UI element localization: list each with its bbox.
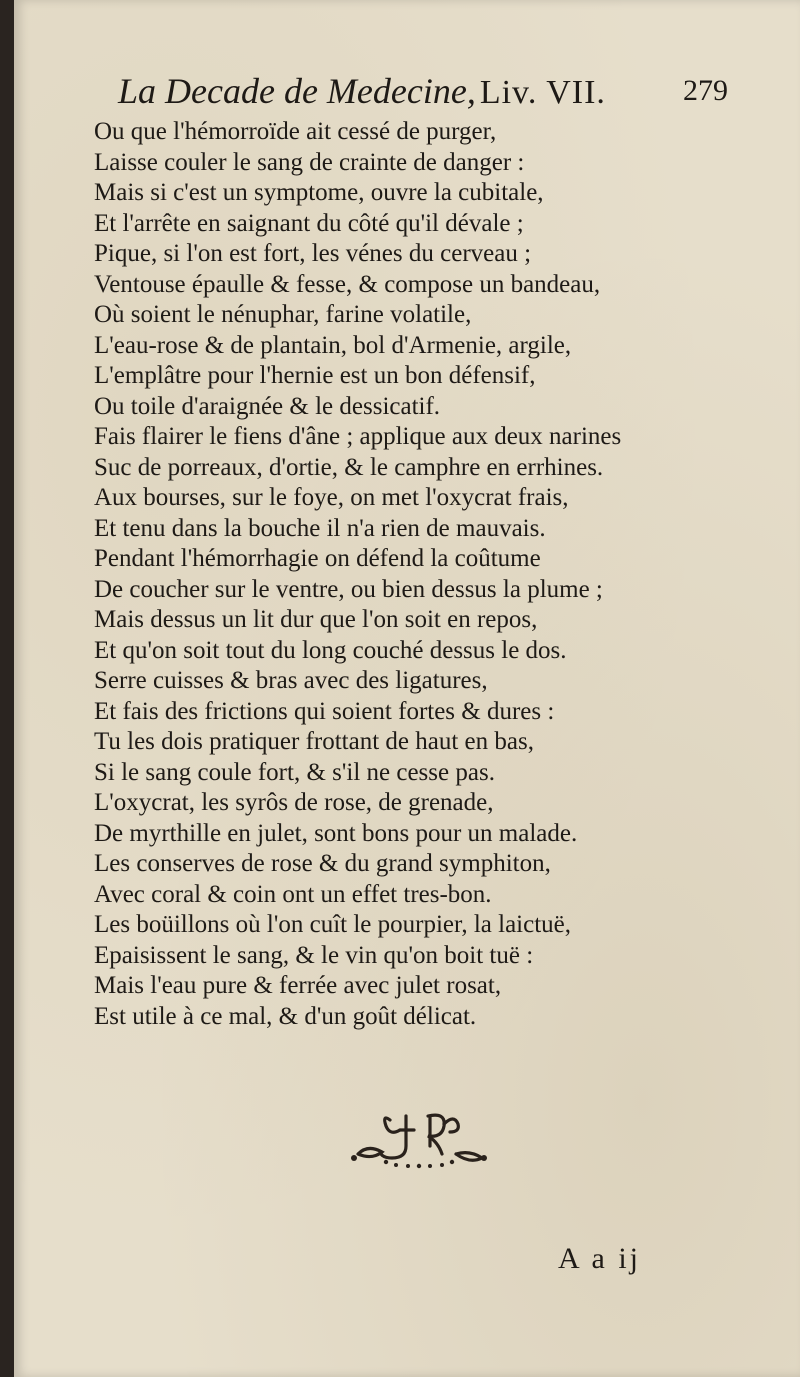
verse-line: Mais si c'est un symptome, ouvre la cubitale, [94, 179, 544, 206]
verse-line: Suc de porreaux, d'ortie, & le camphre en errhines. [94, 453, 604, 481]
verse-line: Pendant l'hémorrhagie on défend la coûtume [94, 545, 541, 572]
verse-text [94, 117, 744, 1032]
verse-line: Fais flairer le fiens d'âne ; applique aux deux narines [94, 423, 622, 450]
verse-line: Pique, si l'on est fort, les vénes du cerveau ; [94, 240, 532, 267]
verse-line: Epaisissent le sang, & le vin qu'on boit tuë : [94, 941, 534, 969]
floral-ornament-icon [344, 1108, 494, 1172]
verse-line: Mais l'eau pure & ferrée avec julet rosat, [94, 972, 502, 999]
verse-line: Où soient le nénuphar, farine volatile, [94, 301, 472, 328]
book-page [14, 0, 800, 1377]
verse-line: De coucher sur le ventre, ou bien dessus la plume ; [94, 575, 603, 603]
verse-line: Est utile à ce mal, & d'un goût délicat. [94, 1002, 477, 1030]
verse-line: Avec coral & coin ont un effet tres-bon. [94, 880, 492, 908]
verse-line: Ou que l'hémorroïde ait cessé de purger, [94, 118, 497, 145]
verse-line: Et fais des frictions qui soient fortes & dures : [94, 697, 555, 725]
verse-line: L'eau-rose & de plantain, bol d'Armenie, argile, [94, 331, 572, 359]
verse-line: Et tenu dans la bouche il n'a rien de mauvais. [94, 514, 546, 542]
verse-line: Ou toile d'araignée & le dessicatif. [94, 392, 441, 420]
verse-line: De myrthille en julet, sont bons pour un malade. [94, 819, 578, 847]
signature-mark: A a ij [558, 1242, 641, 1275]
verse-line: L'emplâtre pour l'hernie est un bon défensif, [94, 362, 536, 389]
verse-line: Mais dessus un lit dur que l'on soit en repos, [94, 606, 538, 633]
verse-line: Les conserves de rose & du grand symphiton, [94, 850, 551, 877]
verse-line: Laisse couler le sang de crainte de danger : [94, 148, 525, 176]
verse-line: Les boüillons où l'on cuît le pourpier, la laictuë, [94, 911, 572, 938]
verse-line: Tu les dois pratiquer frottant de haut en bas, [94, 728, 534, 755]
verse-line: Serre cuisses & bras avec des ligatures, [94, 667, 488, 694]
verse-line: Aux bourses, sur le foye, on met l'oxycrat frais, [94, 484, 569, 511]
verse-line: Ventouse épaulle & fesse, & compose un bandeau, [94, 270, 601, 298]
verse-line: L'oxycrat, les syrôs de rose, de grenade, [94, 789, 494, 816]
running-header [118, 70, 800, 112]
verse-line: Et qu'on soit tout du long couché dessus le dos. [94, 636, 567, 664]
verse-line: Si le sang coule fort, & s'il ne cesse pas. [94, 758, 495, 786]
header-book: Liv. VII. [479, 74, 606, 111]
verse-line: Et l'arrête en saignant du côté qu'il dévale ; [94, 209, 524, 237]
page-number: 279 [683, 74, 728, 107]
header-title: La Decade de Medecine, [118, 71, 476, 111]
